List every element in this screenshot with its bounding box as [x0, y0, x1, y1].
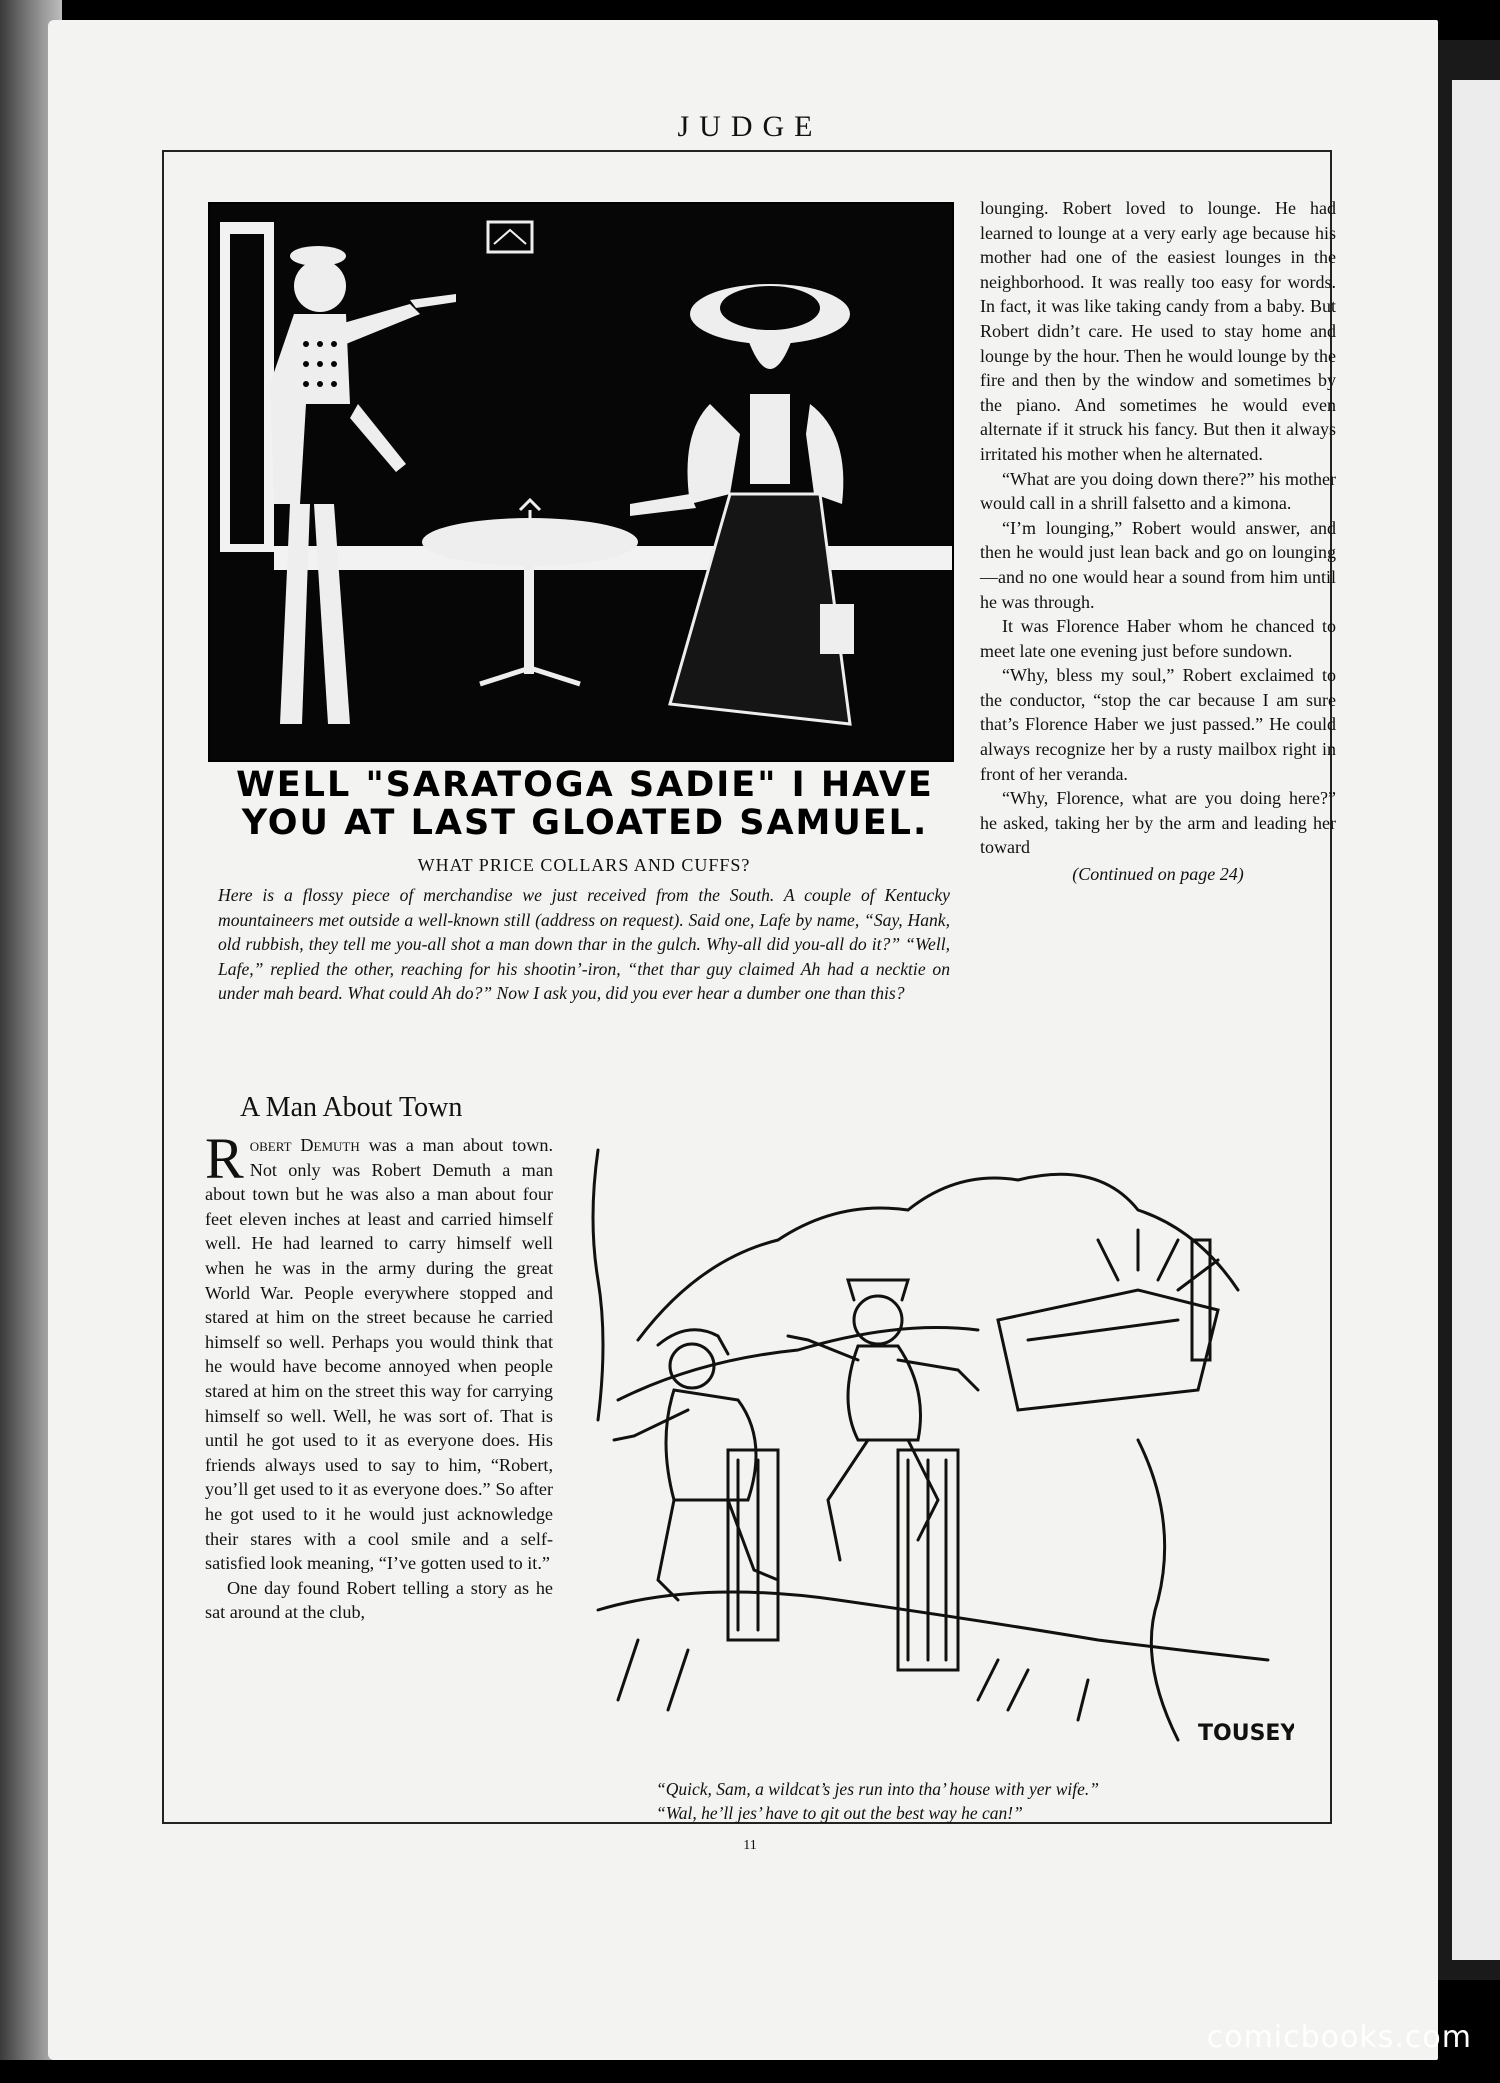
- site-watermark: comicbooks.com: [1206, 2020, 1472, 2055]
- continued-note: (Continued on page 24): [1072, 864, 1244, 885]
- drop-cap: R: [205, 1126, 244, 1191]
- right-paragraph: It was Florence Haber whom he chanced to meet late one evening just before sundown.: [980, 616, 1336, 661]
- next-page-edge: [1438, 40, 1500, 1980]
- article-paragraph-2: One day found Robert telling a story as he sat around at the club,: [205, 1577, 553, 1623]
- top-cartoon-illustration: [208, 202, 954, 762]
- magazine-title: JUDGE: [677, 110, 823, 143]
- bottom-caption-line-2: “Wal, he’ll jes’ have to git out the best way he can!”: [656, 1803, 1023, 1823]
- right-paragraph: lounging. Robert loved to lounge. He had learned to lounge at a very early age because his mother had one of the easiest lounges in the neighborhood. It was really too easy for words. In fact, it was like taking candy from a baby. But Robert didn’t care. He used to stay home and lounge by the hour. Then he would lounge by the fire and then by the window and sometimes by the piano. And sometimes he would even alternate if it struck his fancy. But then it always irritated his mother when he alternated.: [980, 198, 1336, 464]
- right-paragraph: “I’m lounging,” Robert would answer, and then he would just lean back and go on lounging—and no one would hear a sound from him until he was through.: [980, 517, 1336, 612]
- joke-heading: WHAT PRICE COLLARS AND CUFFS?: [417, 855, 751, 875]
- joke-text: Here is a flossy piece of merchandise we just received from the South. A couple of Kentucky mountaineers met outside a well-known still (address on request). Said one, Lafe by name, “Say, Hank, old rubbish, they tell me you-all shot a man down thar in the gulch. Why-all did you-all do it?” “Well, Lafe,” replied the other, reaching for his shootin’-iron, “thet thar guy claimed Ah had a necktie on under mah beard. What could Ah do?” Now I ask you, did you ever hear a dumber one than this?: [218, 885, 950, 1004]
- right-paragraph: “Why, Florence, what are you doing here?” he asked, taking her by the arm and leading her toward: [980, 788, 1336, 858]
- article-right-column: [980, 196, 1336, 887]
- page-number: 11: [743, 1838, 757, 1853]
- bottom-caption-line-1: “Quick, Sam, a wildcat’s jes run into tha’ house with yer wife.”: [656, 1779, 1100, 1799]
- article-lead-smallcaps: obert Demuth: [249, 1135, 360, 1155]
- top-cartoon-caption: [205, 766, 965, 842]
- bottom-cartoon-illustration: [578, 1140, 1294, 1770]
- article-paragraph-1: was a man about town. Not only was Robert Demuth a man about town but he was also a man about four feet eleven inches at least and carried himself well. He had learned to carry himself well when he was in the army during the great World War. People everywhere stopped and stared at him on the street because he carried himself so well. Perhaps you would think that he would have become annoyed when people stared at him on the street this way for carrying himself so well. Well, he was sort of. That is until he got used to it as everyone does. His friends always used to say to him, “Robert, you’ll get used to it as everyone does.” So after he got used to it he would just acknowledge their stares with a cool smile and a self-satisfied look meaning, “I’ve gotten used to it.”: [205, 1135, 554, 1574]
- right-paragraph: “What are you doing down there?” his mother would call in a shrill falsetto and a kimona.: [980, 468, 1336, 514]
- right-paragraph: “Why, bless my soul,” Robert exclaimed to the conductor, “stop the car because I am sure that’s Florence Haber we just passed.” He could always recognize her by a rusty mailbox right in front of her veranda.: [980, 665, 1336, 784]
- bottom-cartoon-caption: [656, 1777, 1296, 1825]
- article-title: A Man About Town: [240, 1092, 463, 1123]
- artist-signature: TOUSEY: [1198, 1721, 1294, 1746]
- article-left-column: [205, 1126, 554, 1625]
- top-cartoon-caption-line-1: WELL "SARATOGA SADIE" I HAVE: [236, 765, 934, 805]
- top-cartoon-caption-line-2: YOU AT LAST GLOATED SAMUEL.: [241, 803, 929, 843]
